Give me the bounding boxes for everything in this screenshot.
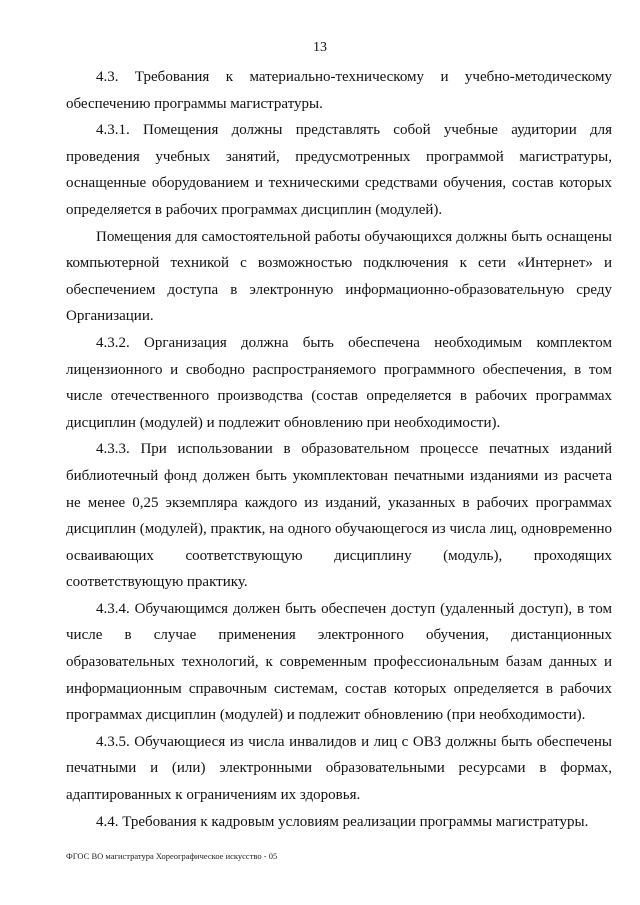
paragraph-4-3: 4.3. Требования к материально-техническому и учебно-методическому обеспечению программы магистратуры. <box>66 69 612 112</box>
paragraph-4-4: 4.4. Требования к кадровым условиям реализации программы магистратуры. <box>96 813 589 830</box>
paragraph-4-3-1: 4.3.1. Помещения должны представлять собой учебные аудитории для проведения учебных занятий, предусмотренных программой магистратуры, оснащенные оборудованием и техническими средствами обучения, состав которых определяется в рабочих программах дисциплин (модулей). <box>66 122 612 218</box>
document-body <box>66 64 612 835</box>
paragraph-self-study-rooms: Помещения для самостоятельной работы обучающихся должны быть оснащены компьютерной техникой с возможностью подключения к сети «Интернет» и обеспечением доступа в электронную информационно-образовательную среду Организации. <box>66 228 612 325</box>
paragraph-4-3-4: 4.3.4. Обучающимся должен быть обеспечен доступ (удаленный доступ), в том числе в случае применения электронного обучения, дистанционных образовательных технологий, к современным профессиональным базам данных и информационным справочным системам, состав которых определяется в рабочих программах дисциплин (модулей) и подлежит обновлению (при необходимости). <box>66 600 612 724</box>
page-number: 13 <box>313 40 327 55</box>
page-footer: ФГОС ВО магистратура Хореографическое искусство - 05 <box>66 851 278 861</box>
paragraph-4-3-3: 4.3.3. При использовании в образовательном процессе печатных изданий библиотечный фонд должен быть укомплектован печатными изданиями из расчета не менее 0,25 экземпляра каждого из изданий, указанных в рабочих программах дисциплин (модулей), практик, на одного обучающегося из числа лиц, одновременно осваивающих соответствующую дисциплину (модуль), проходящих соответствующую практику. <box>66 441 612 591</box>
paragraph-4-3-5: 4.3.5. Обучающиеся из числа инвалидов и лиц с ОВЗ должны быть обеспечены печатными и (или) электронными образовательными ресурсами в формах, адаптированных к ограничениям их здоровья. <box>66 733 612 804</box>
paragraph-4-3-2: 4.3.2. Организация должна быть обеспечена необходимым комплектом лицензионного и свободно распространяемого программного обеспечения, в том числе отечественного производства (состав определяется в рабочих программах дисциплин (модулей) и подлежит обновлению при необходимости). <box>66 334 612 431</box>
